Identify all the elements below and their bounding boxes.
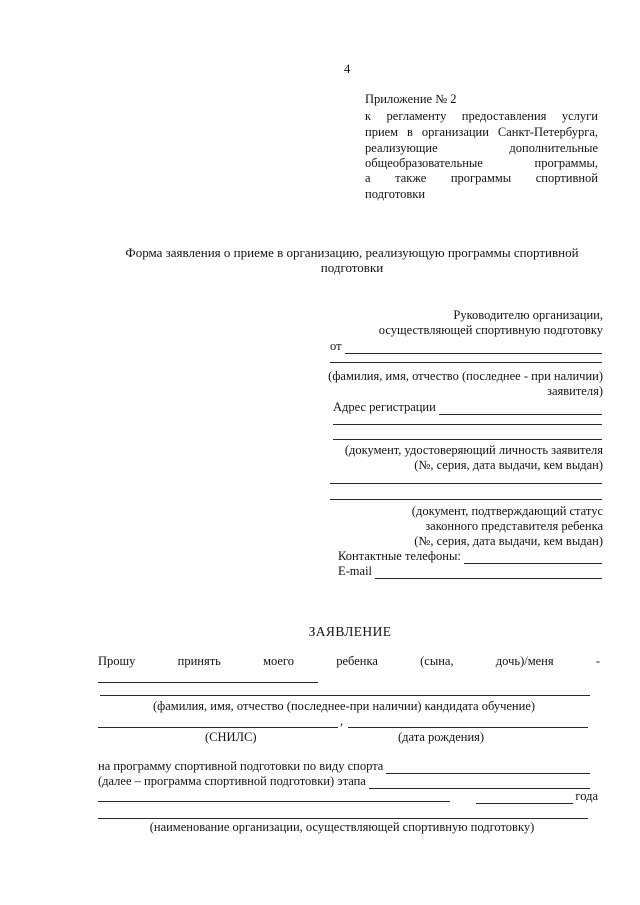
email-label: E-mail	[338, 564, 373, 578]
stage-field	[98, 774, 590, 789]
year-label: года	[575, 789, 598, 803]
form-title-line: подготовки	[320, 260, 384, 275]
appendix-line: а также программы спортивной	[365, 171, 598, 185]
registration-blank	[439, 402, 602, 415]
blank-line	[333, 424, 602, 425]
guardian-doc-caption: законного представителя ребенка	[425, 519, 603, 533]
phone-label: Контактные телефоны:	[338, 549, 461, 563]
identity-doc-caption: (документ, удостоверяющий личность заявителя	[344, 443, 603, 457]
snils-caption: (СНИЛС)	[205, 730, 257, 744]
snils-blank	[98, 727, 338, 728]
blank-line	[100, 695, 590, 696]
from-field	[330, 339, 602, 354]
from-label: от	[330, 339, 342, 353]
email-field	[338, 564, 602, 579]
appendix-title: Приложение № 2	[365, 92, 457, 106]
appendix-line: прием в организации Санкт-Петербурга,	[365, 125, 598, 139]
year-field	[476, 789, 598, 804]
birthdate-blank	[348, 727, 588, 728]
phone-field	[338, 549, 602, 564]
blank-line	[98, 682, 318, 683]
blank-line	[98, 818, 588, 819]
birthdate-caption: (дата рождения)	[398, 730, 485, 744]
blank-line	[330, 483, 602, 484]
organization-caption: (наименование организации, осуществляющей спортивную подготовку)	[149, 820, 535, 834]
blank-line	[330, 362, 602, 363]
sport-blank	[386, 761, 590, 774]
page-number: 4	[344, 62, 351, 76]
from-blank	[345, 341, 602, 354]
appendix-line: к регламенту предоставления услуги	[365, 109, 598, 123]
request-line: Прошу принять моего ребенка (сына, дочь)/меня -	[98, 654, 600, 668]
email-blank	[375, 566, 602, 579]
registration-field	[333, 400, 602, 415]
program-label: на программу спортивной подготовки по виду спорта	[98, 759, 384, 773]
addressee-line: Руководителю организации,	[453, 308, 603, 322]
program-field	[98, 759, 590, 774]
comma: ,	[340, 714, 344, 728]
stage-blank	[369, 776, 590, 789]
year-blank	[476, 791, 573, 804]
addressee-line: осуществляющей спортивную подготовку	[378, 323, 603, 337]
blank-line	[98, 801, 450, 802]
stage-label: (далее – программа спортивной подготовки) этапа	[98, 774, 366, 788]
applicant-caption: заявителя)	[547, 384, 603, 398]
application-heading: ЗАЯВЛЕНИЕ	[308, 624, 392, 639]
guardian-doc-caption: (№, серия, дата выдачи, кем выдан)	[414, 534, 603, 548]
appendix-line: реализующие дополнительные	[365, 141, 598, 155]
appendix-line: общеобразовательные программы,	[365, 156, 598, 170]
identity-doc-details: (№, серия, дата выдачи, кем выдан)	[414, 458, 603, 472]
registration-label: Адрес регистрации	[333, 400, 436, 414]
appendix-line: подготовки	[365, 187, 426, 201]
form-title-line: Форма заявления о приеме в организацию, реализующую программы спортивной	[125, 245, 579, 260]
phone-blank	[464, 551, 602, 564]
blank-line	[330, 499, 602, 500]
guardian-doc-caption: (документ, подтверждающий статус	[411, 504, 603, 518]
applicant-caption: (фамилия, имя, отчество (последнее - при наличии)	[328, 369, 603, 383]
candidate-caption: (фамилия, имя, отчество (последнее-при наличии) кандидата обучение)	[152, 699, 536, 713]
blank-line	[333, 439, 602, 440]
